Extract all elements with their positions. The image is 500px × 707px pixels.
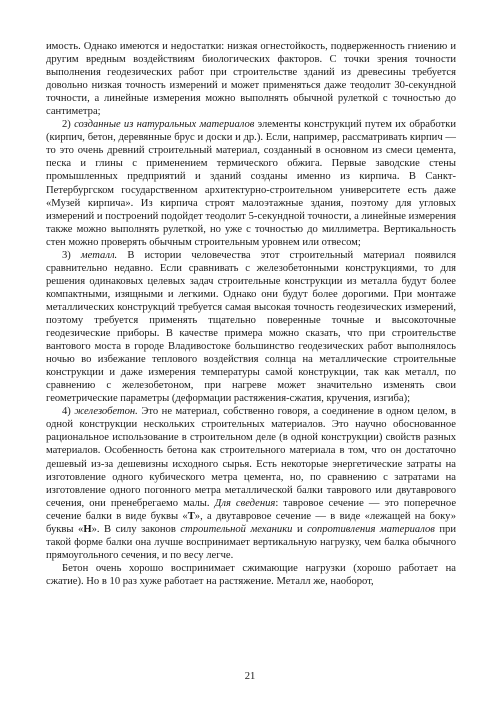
- page-number: 21: [244, 671, 256, 682]
- text-run: Это не материал, собственно говоря, а соединение в одном целом, в одной конструкции нескольких строительных материалов. Это научно обоснованное рациональное использование в строительном деле (в одной конструкции) свойств разных материалов. Особенность бетона как строительного материала в том, что он достаточно дешевый из-за дешевизны исходного сырья. Есть некоторые энергетические затраты на изготовление одного кубического метра цемента, но, по сравнению с затратами на изготовление одного погонного метра металлической балки таврового или двутаврового сечения, они пренебрегаемо малы.: [46, 406, 456, 509]
- italic-term: Для сведения: [214, 497, 276, 509]
- italic-term: металл.: [80, 249, 118, 261]
- paragraph-natural-materials: [46, 118, 456, 248]
- text-run: В истории человечества этот строительный материал появился сравнительно недавно. Если сравнивать с железобетонными конструкциями, то для решения одинаковых целевых задач строительные конструкции из металла будут более компактными, изящными и легкими. Однако они будут более дорогими. При монтаже металлических конструкций требуется самая высокая точность геодезических измерений, поэтому требуется применять тщательно поверенные точные и высокоточные геодезические приборы. В качестве примера можно сказать, что при строительстве вантового моста в городе Владивостоке большинство геодезических работ выполнялось ночью во избежание теплового воздействия солнца на металлические строительные конструкции и даже измерения температуры самой конструкции, так как металл, по сравнению с железобетоном, при нагреве может значительно изменять свои геометрические параметры (деформации растяжения-сжатия, кручения, изгиба);: [46, 249, 456, 405]
- text-run: : тавровое сечение — это поперечное сечение балки в виде буквы «: [46, 497, 457, 522]
- italic-term: созданные из натуральных материалов: [74, 119, 255, 131]
- bold-letter: Т: [187, 510, 195, 522]
- text-run: », а двутавровое сечение — в виде «лежащей на боку» буквы «: [46, 510, 456, 535]
- italic-term: строительной механики: [180, 523, 293, 535]
- paragraph-reinforced-concrete: [46, 405, 456, 562]
- paragraph-metal: [46, 249, 456, 406]
- text-run: 4): [62, 406, 75, 418]
- body-text: [46, 40, 456, 588]
- text-run: при такой форме балки она лучше воспринимает вертикальную нагрузку, чем балка обычного прямоугольного сечения, и по весу легче.: [46, 523, 456, 561]
- text-run: 2): [62, 119, 75, 131]
- text-run: 3): [62, 249, 81, 261]
- paragraph-concrete-loads: [46, 562, 456, 588]
- bold-letter: Н: [83, 523, 92, 535]
- text-run: элементы конструкций путем их обработки (кирпич, бетон, деревянные брус и доски и др.). Если, например, рассматривать кирпич — то это очень древний строительный материал, созданный в основном из смеси цемента, песка и глины с применением термического обжига. Первые заводские стены промышленных предприятий и зданий созданы именно из кирпича. В Санкт-Петербургском государственном архитектурно-строительном университете есть даже «Музей кирпича». Из кирпича строят малоэтажные здания, поэтому для угловых измерений и построений подойдет теодолит 5-секундной точности, а линейные измерения также можно выполнять рулеткой, но уже с точностью до миллиметра. Вертикальность стен можно проверять обычным строительным уровнем или отвесом;: [46, 119, 457, 248]
- italic-term: железобетон.: [74, 406, 138, 418]
- text-run: имость. Однако имеются и недостатки: низкая огнестойкость, подверженность гниению и другим вредным воздействиям биологических факторов. С точки зрения точности выполнения геодезических работ при строительстве зданий из древесины требуется довольно низкая точность измерений и может применяться даже теодолит 30-секундной точности, а линейные измерения можно выполнять обычной рулеткой с точностью до сантиметра;: [46, 41, 456, 118]
- text-run: и: [292, 523, 308, 535]
- text-run: ». В силу законов: [91, 523, 181, 535]
- text-run: Бетон очень хорошо воспринимает сжимающие нагрузки (хорошо работает на сжатие). Но в 10 раз хуже работает на растяжение. Металл же, наоборот,: [46, 562, 456, 587]
- italic-term: сопротивления материалов: [307, 523, 435, 535]
- paragraph-wood-continuation: [46, 40, 456, 118]
